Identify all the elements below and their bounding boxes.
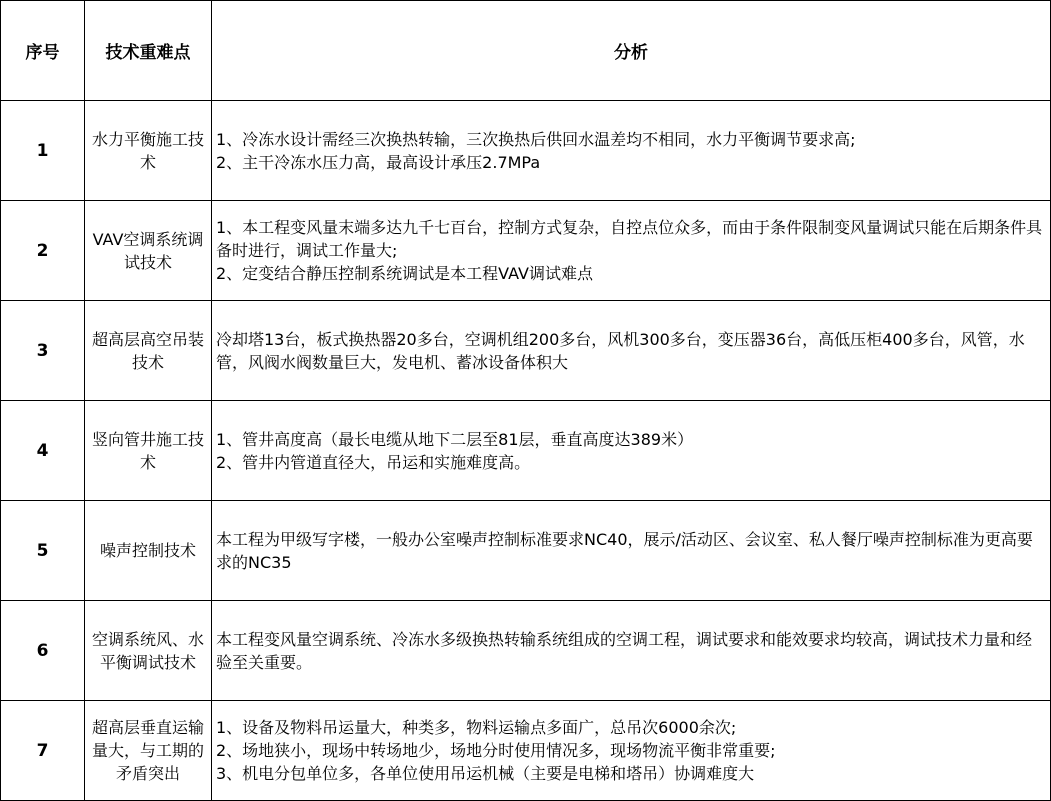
row-topic: 空调系统风、水平衡调试技术 xyxy=(85,601,212,701)
analysis-line: 1、本工程变风量末端多达九千七百台，控制方式复杂，自控点位众多，而由于条件限制变风量调试只能在后期条件具备时进行，调试工作量大; xyxy=(216,218,1043,260)
row-analysis xyxy=(212,601,1051,701)
analysis-line: 冷却塔13台，板式换热器20多台，空调机组200多台，风机300多台，变压器36台，高低压柜400多台，风管，水管，风阀水阀数量巨大，发电机、蓄冰设备体积大 xyxy=(216,329,1025,372)
row-analysis xyxy=(212,301,1051,401)
row-index: 1 xyxy=(1,101,85,201)
row-analysis xyxy=(212,201,1051,301)
table-header-row xyxy=(1,1,1051,101)
row-index: 7 xyxy=(1,701,85,801)
row-index: 5 xyxy=(1,501,85,601)
row-topic: 竖向管井施工技术 xyxy=(85,401,212,501)
analysis-line: 3、机电分包单位多，各单位使用吊运机械（主要是电梯和塔吊）协调难度大 xyxy=(216,764,755,783)
row-index: 4 xyxy=(1,401,85,501)
row-topic: 水力平衡施工技术 xyxy=(85,101,212,201)
header-topic: 技术重难点 xyxy=(85,1,212,101)
row-topic: VAV空调系统调试技术 xyxy=(85,201,212,301)
header-analysis: 分析 xyxy=(212,1,1051,101)
analysis-line: 本工程为甲级写字楼，一般办公室噪声控制标准要求NC40，展示/活动区、会议室、私人餐厅噪声控制标准为更高要求的NC35 xyxy=(216,529,1033,572)
table-body xyxy=(1,101,1051,801)
row-index: 2 xyxy=(1,201,85,301)
row-analysis xyxy=(212,101,1051,201)
row-topic: 噪声控制技术 xyxy=(85,501,212,601)
row-analysis xyxy=(212,501,1051,601)
analysis-line: 1、管井高度高（最长电缆从地下二层至81层，垂直高度达389米） xyxy=(216,429,694,449)
analysis-line: 2、定变结合静压控制系统调试是本工程VAV调试难点 xyxy=(216,264,593,283)
row-index: 3 xyxy=(1,301,85,401)
header-index: 序号 xyxy=(1,1,85,101)
table-row xyxy=(1,601,1051,701)
analysis-line: 2、管井内管道直径大，吊运和实施难度高。 xyxy=(216,452,531,472)
analysis-line: 本工程变风量空调系统、冷冻水多级换热转输系统组成的空调工程，调试要求和能效要求均较高，调试技术力量和经验至关重要。 xyxy=(216,629,1033,672)
row-analysis xyxy=(212,701,1051,801)
analysis-line: 2、场地狭小，现场中转场地少，场地分时使用情况多，现场物流平衡非常重要; xyxy=(216,741,776,760)
analysis-line: 1、设备及物料吊运量大，种类多，物料运输点多面广，总吊次6000余次; xyxy=(216,718,737,737)
table-row xyxy=(1,301,1051,401)
analysis-line: 2、主干冷冻水压力高，最高设计承压2.7MPa xyxy=(216,152,541,172)
table-row xyxy=(1,401,1051,501)
table-row xyxy=(1,201,1051,301)
table-row xyxy=(1,701,1051,801)
table-row xyxy=(1,501,1051,601)
row-topic: 超高层高空吊装技术 xyxy=(85,301,212,401)
table-row xyxy=(1,101,1051,201)
row-index: 6 xyxy=(1,601,85,701)
row-analysis xyxy=(212,401,1051,501)
analysis-line: 1、冷冻水设计需经三次换热转输，三次换热后供回水温差均不相同，水力平衡调节要求高; xyxy=(216,129,856,149)
row-topic: 超高层垂直运输量大，与工期的矛盾突出 xyxy=(85,701,212,801)
